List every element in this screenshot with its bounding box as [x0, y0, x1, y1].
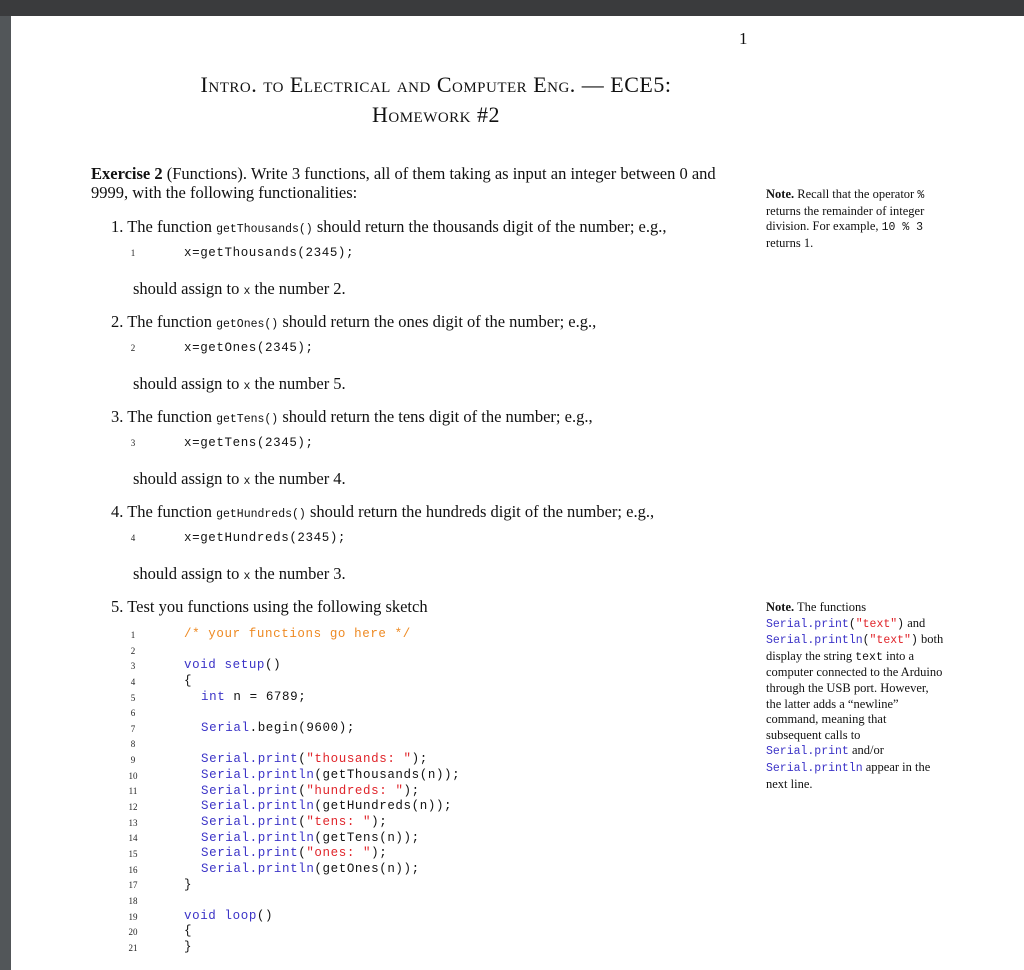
exercise-subtitle: (Functions). [166, 164, 247, 183]
margin-note-serial: Note. The functions Serial.print("text") and Serial.println("text") both display the string text into a computer connected to the Arduino through the USB port. However, the latter adds a “newline” command, meaning that subsequent calls to Serial.print and/or Serial.println appear in the next line. [766, 600, 944, 791]
code-line-number: 4 [130, 533, 136, 543]
sketch-line-3: void setup() [184, 658, 282, 673]
sketch-line-18 [184, 893, 460, 909]
code-line-number: 2 [130, 343, 136, 353]
title-line-2: Homework #2 [371, 102, 501, 127]
item-2-result: should assign to x the number 5. [133, 374, 346, 393]
code-example-2: x=getOnes(2345); [184, 341, 314, 355]
sketch-line-2 [184, 643, 460, 659]
func-getHundreds: getHundreds() [216, 508, 306, 521]
document-page [11, 16, 1024, 970]
exercise-heading: Exercise 2 [91, 164, 163, 183]
code-example-4: x=getHundreds(2345); [184, 531, 347, 545]
sketch-line-6 [184, 705, 460, 721]
exercise-intro-text-2: 9999, with the following functionalities: [91, 183, 358, 202]
code-line-number: 1 [130, 248, 136, 258]
func-getTens: getTens() [216, 413, 279, 426]
sketch-line-19: void loop() [184, 908, 274, 923]
item-5: 5. Test you functions using the following sketch [111, 597, 428, 616]
sketch-line-11: Serial.print("hundreds: "); [201, 783, 420, 798]
viewer-top-bar [0, 0, 1024, 16]
exercise-intro-text-1: Write 3 functions, all of them taking as input an integer between 0 and [250, 164, 716, 183]
sketch-line-13: Serial.print("tens: "); [201, 814, 388, 829]
item-3-result: should assign to x the number 4. [133, 469, 346, 488]
item-2: 2. The function getOnes() should return the ones digit of the number; e.g., [111, 312, 597, 331]
sketch-line-21: } [184, 940, 193, 955]
sketch-line-16: Serial.println(getOnes(n)); [201, 861, 420, 876]
item-4-result: should assign to x the number 3. [133, 564, 346, 583]
exercise-intro-line-1 [91, 164, 716, 184]
sketch-line-8 [184, 737, 460, 753]
func-getOnes: getOnes() [216, 318, 279, 331]
sketch-line-15: Serial.print("ones: "); [201, 846, 388, 861]
item-4: 4. The function getHundreds() should return the hundreds digit of the number; e.g., [111, 502, 655, 521]
sketch-line-20: { [184, 924, 193, 939]
item-3: 3. The function getTens() should return the tens digit of the number; e.g., [111, 407, 593, 426]
code-example-3: x=getTens(2345); [184, 436, 314, 450]
func-getThousands: getThousands() [216, 223, 313, 236]
item-1-result: should assign to x the number 2. [133, 279, 346, 298]
item-1: 1. The function getThousands() should return the thousands digit of the number; e.g., [111, 217, 667, 236]
sketch-line-numbers: 1 2 3 4 5 6 7 8 9 10 11 12 13 14 15 16 17 18 19 20 21 [128, 630, 138, 953]
sketch-line-7: Serial.begin(9600); [201, 720, 355, 735]
sketch-line-10: Serial.println(getThousands(n)); [201, 767, 461, 782]
sketch-line-4: { [184, 673, 193, 688]
sketch-line-9: Serial.print("thousands: "); [201, 752, 428, 767]
code-example-1: x=getThousands(2345); [184, 246, 355, 260]
code-line-number: 3 [130, 438, 136, 448]
sketch-line-17: } [184, 877, 193, 892]
sketch-line-14: Serial.println(getTens(n)); [201, 830, 420, 845]
sketch-line-5: int n = 6789; [201, 689, 307, 704]
sketch-line-1: /* your functions go here */ [184, 627, 411, 641]
sketch-line-12: Serial.println(getHundreds(n)); [201, 799, 453, 814]
page-number: 1 [739, 29, 748, 48]
title-line-1: Intro. to Electrical and Computer Eng. — ECE5: [200, 72, 672, 97]
arduino-sketch [184, 627, 460, 956]
margin-note-modulo: Note. Recall that the operator % returns the remainder of integer division. For example, 10 % 3 returns 1. [766, 187, 925, 250]
